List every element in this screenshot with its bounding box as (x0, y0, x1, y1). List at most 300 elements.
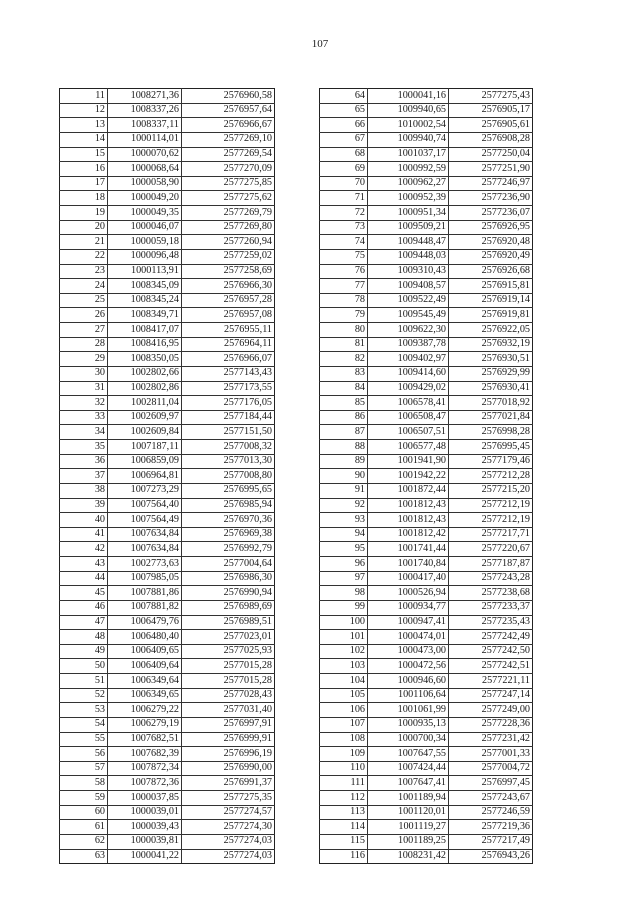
point-number-cell: 61 (60, 820, 108, 835)
y-coordinate-cell: 2577004,64 (182, 557, 275, 572)
point-number-cell: 55 (60, 732, 108, 747)
point-number-cell: 100 (320, 615, 368, 630)
y-coordinate-cell: 2576957,64 (182, 103, 275, 118)
table-row (60, 557, 275, 572)
table-row (320, 293, 533, 308)
y-coordinate-cell: 2576992,79 (182, 542, 275, 557)
point-number-cell: 57 (60, 761, 108, 776)
point-number-cell: 26 (60, 308, 108, 323)
x-coordinate-cell: 1007881,82 (108, 600, 182, 615)
y-coordinate-cell: 2576919,14 (449, 293, 533, 308)
table-row (320, 732, 533, 747)
point-number-cell: 67 (320, 132, 368, 147)
table-row (320, 498, 533, 513)
point-number-cell: 108 (320, 732, 368, 747)
y-coordinate-cell: 2577269,79 (182, 206, 275, 221)
y-coordinate-cell: 2577274,03 (182, 834, 275, 849)
point-number-cell: 50 (60, 659, 108, 674)
point-number-cell: 76 (320, 264, 368, 279)
x-coordinate-cell: 1007872,36 (108, 776, 182, 791)
x-coordinate-cell: 1008345,09 (108, 279, 182, 294)
table-row (60, 483, 275, 498)
y-coordinate-cell: 2577025,93 (182, 644, 275, 659)
point-number-cell: 90 (320, 469, 368, 484)
y-coordinate-cell: 2577274,30 (182, 820, 275, 835)
point-number-cell: 101 (320, 630, 368, 645)
y-coordinate-cell: 2577269,80 (182, 220, 275, 235)
point-number-cell: 88 (320, 440, 368, 455)
y-coordinate-cell: 2577220,67 (449, 542, 533, 557)
point-number-cell: 97 (320, 571, 368, 586)
table-row (320, 352, 533, 367)
point-number-cell: 93 (320, 513, 368, 528)
y-coordinate-cell: 2576926,95 (449, 220, 533, 235)
x-coordinate-cell: 1000951,34 (368, 206, 449, 221)
point-number-cell: 68 (320, 147, 368, 162)
x-coordinate-cell: 1000039,81 (108, 834, 182, 849)
y-coordinate-cell: 2577021,84 (449, 410, 533, 425)
point-number-cell: 54 (60, 717, 108, 732)
x-coordinate-cell: 1002802,66 (108, 366, 182, 381)
point-number-cell: 40 (60, 513, 108, 528)
x-coordinate-cell: 1009940,65 (368, 103, 449, 118)
x-coordinate-cell: 1006480,40 (108, 630, 182, 645)
x-coordinate-cell: 1007881,86 (108, 586, 182, 601)
table-row (320, 805, 533, 820)
x-coordinate-cell: 1008349,71 (108, 308, 182, 323)
table-row (320, 615, 533, 630)
x-coordinate-cell: 1000935,13 (368, 717, 449, 732)
y-coordinate-cell: 2577275,85 (182, 176, 275, 191)
table-row (60, 469, 275, 484)
y-coordinate-cell: 2576998,28 (449, 425, 533, 440)
y-coordinate-cell: 2576905,17 (449, 103, 533, 118)
x-coordinate-cell: 1008416,95 (108, 337, 182, 352)
x-coordinate-cell: 1009622,30 (368, 323, 449, 338)
x-coordinate-cell: 1008337,11 (108, 118, 182, 133)
x-coordinate-cell: 1000041,22 (108, 849, 182, 864)
point-number-cell: 39 (60, 498, 108, 513)
table-row (320, 132, 533, 147)
table-row (60, 513, 275, 528)
point-number-cell: 16 (60, 162, 108, 177)
point-number-cell: 84 (320, 381, 368, 396)
x-coordinate-cell: 1000046,07 (108, 220, 182, 235)
x-coordinate-cell: 1000962,27 (368, 176, 449, 191)
point-number-cell: 69 (320, 162, 368, 177)
y-coordinate-cell: 2576920,49 (449, 249, 533, 264)
x-coordinate-cell: 1006349,64 (108, 674, 182, 689)
x-coordinate-cell: 1000417,40 (368, 571, 449, 586)
table-row (60, 776, 275, 791)
coordinates-table-left (59, 88, 275, 864)
x-coordinate-cell: 1009387,78 (368, 337, 449, 352)
point-number-cell: 33 (60, 410, 108, 425)
y-coordinate-cell: 2577274,57 (182, 805, 275, 820)
x-coordinate-cell: 1009408,57 (368, 279, 449, 294)
x-coordinate-cell: 1009509,21 (368, 220, 449, 235)
table-row (60, 293, 275, 308)
y-coordinate-cell: 2577270,09 (182, 162, 275, 177)
x-coordinate-cell: 1009414,60 (368, 366, 449, 381)
x-coordinate-cell: 1001941,90 (368, 454, 449, 469)
point-number-cell: 15 (60, 147, 108, 162)
point-number-cell: 87 (320, 425, 368, 440)
table-row (320, 571, 533, 586)
point-number-cell: 82 (320, 352, 368, 367)
table-row (320, 176, 533, 191)
point-number-cell: 34 (60, 425, 108, 440)
table-row (60, 176, 275, 191)
x-coordinate-cell: 1001741,44 (368, 542, 449, 557)
x-coordinate-cell: 1002609,97 (108, 410, 182, 425)
x-coordinate-cell: 1007564,49 (108, 513, 182, 528)
y-coordinate-cell: 2577151,50 (182, 425, 275, 440)
y-coordinate-cell: 2576926,68 (449, 264, 533, 279)
x-coordinate-cell: 1000039,01 (108, 805, 182, 820)
y-coordinate-cell: 2576915,81 (449, 279, 533, 294)
y-coordinate-cell: 2577269,54 (182, 147, 275, 162)
table-row (320, 103, 533, 118)
table-row (320, 191, 533, 206)
table-row (60, 527, 275, 542)
point-number-cell: 85 (320, 396, 368, 411)
y-coordinate-cell: 2576997,91 (182, 717, 275, 732)
point-number-cell: 53 (60, 703, 108, 718)
table-row (320, 89, 533, 104)
point-number-cell: 106 (320, 703, 368, 718)
point-number-cell: 21 (60, 235, 108, 250)
table-row (320, 264, 533, 279)
table-row (320, 849, 533, 864)
table-row (320, 425, 533, 440)
x-coordinate-cell: 1002811,04 (108, 396, 182, 411)
x-coordinate-cell: 1000037,85 (108, 791, 182, 806)
y-coordinate-cell: 2577212,19 (449, 513, 533, 528)
table-row (60, 498, 275, 513)
table-row (320, 776, 533, 791)
table-row (320, 162, 533, 177)
point-number-cell: 27 (60, 323, 108, 338)
table-row (60, 264, 275, 279)
table-row (60, 644, 275, 659)
table-row (60, 688, 275, 703)
table-row (60, 381, 275, 396)
x-coordinate-cell: 1000946,60 (368, 674, 449, 689)
x-coordinate-cell: 1000039,43 (108, 820, 182, 835)
x-coordinate-cell: 1009940,74 (368, 132, 449, 147)
point-number-cell: 28 (60, 337, 108, 352)
coordinates-table-right (319, 88, 533, 864)
x-coordinate-cell: 1001106,64 (368, 688, 449, 703)
point-number-cell: 48 (60, 630, 108, 645)
y-coordinate-cell: 2576955,11 (182, 323, 275, 338)
x-coordinate-cell: 1007647,41 (368, 776, 449, 791)
x-coordinate-cell: 1000113,91 (108, 264, 182, 279)
table-row (60, 805, 275, 820)
x-coordinate-cell: 1006349,65 (108, 688, 182, 703)
y-coordinate-cell: 2576966,30 (182, 279, 275, 294)
y-coordinate-cell: 2576966,07 (182, 352, 275, 367)
point-number-cell: 31 (60, 381, 108, 396)
x-coordinate-cell: 1006479,76 (108, 615, 182, 630)
table-row (320, 220, 533, 235)
y-coordinate-cell: 2576970,36 (182, 513, 275, 528)
x-coordinate-cell: 1006409,65 (108, 644, 182, 659)
x-coordinate-cell: 1001037,17 (368, 147, 449, 162)
y-coordinate-cell: 2576908,28 (449, 132, 533, 147)
x-coordinate-cell: 1009522,49 (368, 293, 449, 308)
point-number-cell: 49 (60, 644, 108, 659)
point-number-cell: 104 (320, 674, 368, 689)
x-coordinate-cell: 1000992,59 (368, 162, 449, 177)
x-coordinate-cell: 1007985,05 (108, 571, 182, 586)
table-row (60, 630, 275, 645)
table-row (320, 600, 533, 615)
x-coordinate-cell: 1006508,47 (368, 410, 449, 425)
table-row (320, 527, 533, 542)
y-coordinate-cell: 2577247,14 (449, 688, 533, 703)
x-coordinate-cell: 1001189,25 (368, 834, 449, 849)
point-number-cell: 114 (320, 820, 368, 835)
point-number-cell: 78 (320, 293, 368, 308)
table-row (60, 454, 275, 469)
y-coordinate-cell: 2577228,36 (449, 717, 533, 732)
y-coordinate-cell: 2577212,28 (449, 469, 533, 484)
point-number-cell: 115 (320, 834, 368, 849)
point-number-cell: 62 (60, 834, 108, 849)
point-number-cell: 83 (320, 366, 368, 381)
x-coordinate-cell: 1000059,18 (108, 235, 182, 250)
x-coordinate-cell: 1008350,05 (108, 352, 182, 367)
x-coordinate-cell: 1009402,97 (368, 352, 449, 367)
x-coordinate-cell: 1006964,81 (108, 469, 182, 484)
point-number-cell: 20 (60, 220, 108, 235)
y-coordinate-cell: 2577242,49 (449, 630, 533, 645)
point-number-cell: 95 (320, 542, 368, 557)
x-coordinate-cell: 1001872,44 (368, 483, 449, 498)
table-row (60, 717, 275, 732)
table-row (320, 747, 533, 762)
point-number-cell: 44 (60, 571, 108, 586)
x-coordinate-cell: 1001120,01 (368, 805, 449, 820)
x-coordinate-cell: 1000952,39 (368, 191, 449, 206)
point-number-cell: 65 (320, 103, 368, 118)
table-row (60, 396, 275, 411)
y-coordinate-cell: 2577015,28 (182, 674, 275, 689)
y-coordinate-cell: 2576943,26 (449, 849, 533, 864)
point-number-cell: 110 (320, 761, 368, 776)
point-number-cell: 42 (60, 542, 108, 557)
table-row (60, 703, 275, 718)
table-row (60, 337, 275, 352)
y-coordinate-cell: 2577028,43 (182, 688, 275, 703)
point-number-cell: 89 (320, 454, 368, 469)
y-coordinate-cell: 2577243,67 (449, 791, 533, 806)
point-number-cell: 14 (60, 132, 108, 147)
point-number-cell: 30 (60, 366, 108, 381)
x-coordinate-cell: 1002773,63 (108, 557, 182, 572)
x-coordinate-cell: 1000049,20 (108, 191, 182, 206)
table-row (60, 132, 275, 147)
x-coordinate-cell: 1000070,62 (108, 147, 182, 162)
x-coordinate-cell: 1000947,41 (368, 615, 449, 630)
y-coordinate-cell: 2577018,92 (449, 396, 533, 411)
point-number-cell: 38 (60, 483, 108, 498)
x-coordinate-cell: 1001189,94 (368, 791, 449, 806)
x-coordinate-cell: 1000049,35 (108, 206, 182, 221)
x-coordinate-cell: 1009310,43 (368, 264, 449, 279)
y-coordinate-cell: 2576966,67 (182, 118, 275, 133)
point-number-cell: 98 (320, 586, 368, 601)
y-coordinate-cell: 2577242,51 (449, 659, 533, 674)
x-coordinate-cell: 1000473,00 (368, 644, 449, 659)
x-coordinate-cell: 1007634,84 (108, 542, 182, 557)
y-coordinate-cell: 2577243,28 (449, 571, 533, 586)
table-row (60, 249, 275, 264)
y-coordinate-cell: 2576920,48 (449, 235, 533, 250)
y-coordinate-cell: 2577269,10 (182, 132, 275, 147)
table-row (320, 513, 533, 528)
point-number-cell: 112 (320, 791, 368, 806)
y-coordinate-cell: 2577004,72 (449, 761, 533, 776)
y-coordinate-cell: 2576919,81 (449, 308, 533, 323)
y-coordinate-cell: 2576989,51 (182, 615, 275, 630)
y-coordinate-cell: 2577219,36 (449, 820, 533, 835)
table-row (320, 206, 533, 221)
y-coordinate-cell: 2577015,28 (182, 659, 275, 674)
y-coordinate-cell: 2577251,90 (449, 162, 533, 177)
x-coordinate-cell: 1007647,55 (368, 747, 449, 762)
x-coordinate-cell: 1009448,03 (368, 249, 449, 264)
point-number-cell: 102 (320, 644, 368, 659)
table-row (320, 410, 533, 425)
point-number-cell: 107 (320, 717, 368, 732)
x-coordinate-cell: 1007682,39 (108, 747, 182, 762)
point-number-cell: 24 (60, 279, 108, 294)
point-number-cell: 103 (320, 659, 368, 674)
point-number-cell: 43 (60, 557, 108, 572)
y-coordinate-cell: 2576905,61 (449, 118, 533, 133)
x-coordinate-cell: 1000526,94 (368, 586, 449, 601)
x-coordinate-cell: 1001061,99 (368, 703, 449, 718)
x-coordinate-cell: 1007682,51 (108, 732, 182, 747)
x-coordinate-cell: 1006279,19 (108, 717, 182, 732)
table-row (60, 352, 275, 367)
point-number-cell: 25 (60, 293, 108, 308)
y-coordinate-cell: 2577260,94 (182, 235, 275, 250)
y-coordinate-cell: 2577274,03 (182, 849, 275, 864)
table-row (320, 820, 533, 835)
x-coordinate-cell: 1008337,26 (108, 103, 182, 118)
point-number-cell: 72 (320, 206, 368, 221)
point-number-cell: 113 (320, 805, 368, 820)
point-number-cell: 18 (60, 191, 108, 206)
y-coordinate-cell: 2576995,45 (449, 440, 533, 455)
point-number-cell: 63 (60, 849, 108, 864)
x-coordinate-cell: 1002609,84 (108, 425, 182, 440)
x-coordinate-cell: 1006409,64 (108, 659, 182, 674)
point-number-cell: 56 (60, 747, 108, 762)
y-coordinate-cell: 2577221,11 (449, 674, 533, 689)
y-coordinate-cell: 2577249,00 (449, 703, 533, 718)
y-coordinate-cell: 2576999,91 (182, 732, 275, 747)
point-number-cell: 81 (320, 337, 368, 352)
point-number-cell: 32 (60, 396, 108, 411)
point-number-cell: 94 (320, 527, 368, 542)
x-coordinate-cell: 1007187,11 (108, 440, 182, 455)
table-row (60, 440, 275, 455)
y-coordinate-cell: 2577233,37 (449, 600, 533, 615)
table-row (320, 308, 533, 323)
x-coordinate-cell: 1010002,54 (368, 118, 449, 133)
y-coordinate-cell: 2577023,01 (182, 630, 275, 645)
table-row (320, 381, 533, 396)
table-row (320, 323, 533, 338)
point-number-cell: 79 (320, 308, 368, 323)
y-coordinate-cell: 2576997,45 (449, 776, 533, 791)
table-row (60, 674, 275, 689)
point-number-cell: 75 (320, 249, 368, 264)
x-coordinate-cell: 1007564,40 (108, 498, 182, 513)
point-number-cell: 35 (60, 440, 108, 455)
table-row (320, 483, 533, 498)
point-number-cell: 92 (320, 498, 368, 513)
point-number-cell: 66 (320, 118, 368, 133)
x-coordinate-cell: 1007273,29 (108, 483, 182, 498)
point-number-cell: 45 (60, 586, 108, 601)
table-row (320, 834, 533, 849)
y-coordinate-cell: 2577187,87 (449, 557, 533, 572)
y-coordinate-cell: 2577275,62 (182, 191, 275, 206)
y-coordinate-cell: 2576991,37 (182, 776, 275, 791)
x-coordinate-cell: 1007634,84 (108, 527, 182, 542)
table-row (60, 732, 275, 747)
x-coordinate-cell: 1007872,34 (108, 761, 182, 776)
x-coordinate-cell: 1001740,84 (368, 557, 449, 572)
point-number-cell: 47 (60, 615, 108, 630)
table-row (320, 118, 533, 133)
table-row (320, 337, 533, 352)
table-row (60, 220, 275, 235)
table-row (320, 703, 533, 718)
y-coordinate-cell: 2577236,07 (449, 206, 533, 221)
y-coordinate-cell: 2577242,50 (449, 644, 533, 659)
x-coordinate-cell: 1001942,22 (368, 469, 449, 484)
table-row (320, 586, 533, 601)
table-row (320, 688, 533, 703)
y-coordinate-cell: 2576930,41 (449, 381, 533, 396)
y-coordinate-cell: 2577217,71 (449, 527, 533, 542)
point-number-cell: 111 (320, 776, 368, 791)
table-row (320, 674, 533, 689)
y-coordinate-cell: 2576957,28 (182, 293, 275, 308)
y-coordinate-cell: 2576989,69 (182, 600, 275, 615)
table-row (60, 410, 275, 425)
y-coordinate-cell: 2576990,94 (182, 586, 275, 601)
x-coordinate-cell: 1000058,90 (108, 176, 182, 191)
x-coordinate-cell: 1006279,22 (108, 703, 182, 718)
x-coordinate-cell: 1006577,48 (368, 440, 449, 455)
y-coordinate-cell: 2577215,20 (449, 483, 533, 498)
x-coordinate-cell: 1009545,49 (368, 308, 449, 323)
y-coordinate-cell: 2577031,40 (182, 703, 275, 718)
y-coordinate-cell: 2576930,51 (449, 352, 533, 367)
table-row (60, 103, 275, 118)
y-coordinate-cell: 2577238,68 (449, 586, 533, 601)
table-row (60, 761, 275, 776)
point-number-cell: 13 (60, 118, 108, 133)
